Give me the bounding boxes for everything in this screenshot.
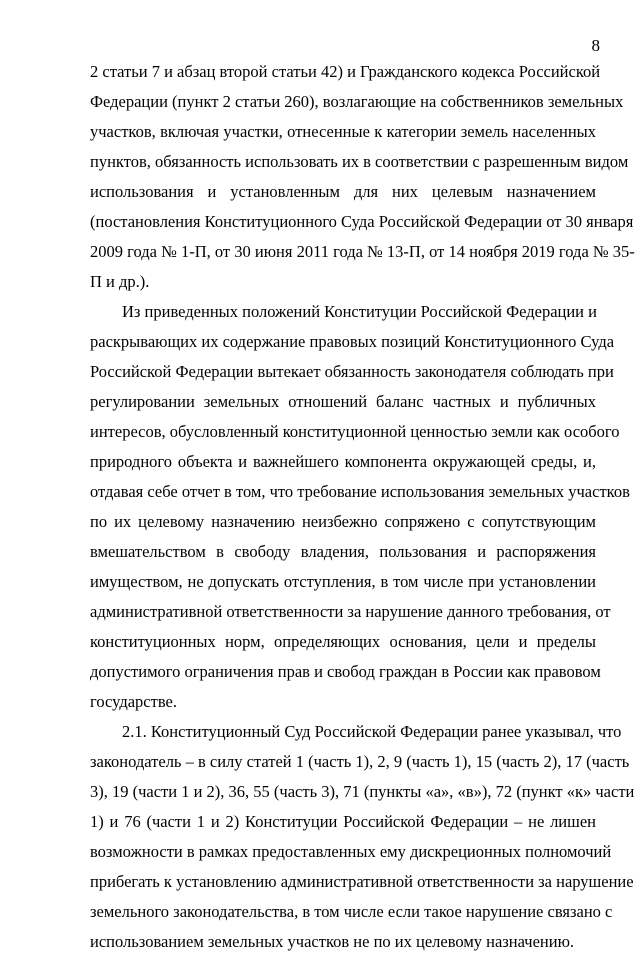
text-line: П и др.). bbox=[90, 272, 150, 291]
text-line: государстве. bbox=[90, 692, 177, 711]
paragraph bbox=[90, 297, 630, 717]
text-line: Из приведенных положений Конституции Российской Федерации и bbox=[122, 302, 597, 321]
text-line: регулировании земельных отношений баланс частных и публичных bbox=[90, 392, 596, 411]
text-line: земельного законодательства, в том числе если такое нарушение связано с bbox=[90, 902, 613, 921]
paragraph bbox=[90, 717, 635, 957]
text-line: 2 статьи 7 и абзац второй статьи 42) и Гражданского кодекса Российской bbox=[90, 62, 601, 81]
text-line: использованием земельных участков не по их целевому назначению. bbox=[90, 932, 575, 951]
text-line: 3), 19 (части 1 и 2), 36, 55 (часть 3), 71 (пункты «а», «в»), 72 (пункт «к» части bbox=[90, 782, 635, 801]
text-line: законодатель – в силу статей 1 (часть 1), 2, 9 (часть 1), 15 (часть 2), 17 (часть bbox=[90, 752, 630, 771]
text-line: конституционных норм, определяющих основания, цели и пределы bbox=[90, 632, 596, 651]
text-line: 2.1. Конституционный Суд Российской Федерации ранее указывал, что bbox=[122, 722, 622, 741]
text-line: Российской Федерации вытекает обязанность законодателя соблюдать при bbox=[90, 362, 614, 381]
text-line: участков, включая участки, отнесенные к категории земель населенных bbox=[90, 122, 596, 141]
paragraph bbox=[90, 57, 635, 297]
text-line: допустимого ограничения прав и свобод граждан в России как правовом bbox=[90, 662, 601, 681]
text-line: административной ответственности за нарушение данного требования, от bbox=[90, 602, 611, 621]
text-line: природного объекта и важнейшего компонента окружающей среды, и, bbox=[90, 452, 596, 471]
document-body bbox=[90, 57, 635, 957]
text-line: раскрывающих их содержание правовых позиций Конституционного Суда bbox=[90, 332, 615, 351]
page-number: 8 bbox=[591, 36, 600, 55]
text-line: прибегать к установлению административной ответственности за нарушение bbox=[90, 872, 634, 891]
text-line: имуществом, не допускать отступления, в том числе при установлении bbox=[90, 572, 596, 591]
text-line: Федерации (пункт 2 статьи 260), возлагающие на собственников земельных bbox=[90, 92, 624, 111]
text-line: отдавая себе отчет в том, что требование использования земельных участков bbox=[90, 482, 630, 501]
text-line: вмешательством в свободу владения, пользования и распоряжения bbox=[90, 542, 596, 561]
text-line: (постановления Конституционного Суда Российской Федерации от 30 января bbox=[90, 212, 634, 231]
text-line: интересов, обусловленный конституционной ценностью земли как особого bbox=[90, 422, 620, 441]
text-line: пунктов, обязанность использовать их в соответствии с разрешенным видом bbox=[90, 152, 629, 171]
text-line: возможности в рамках предоставленных ему дискреционных полномочий bbox=[90, 842, 612, 861]
text-line: использования и установленным для них целевым назначением bbox=[90, 182, 596, 201]
text-line: 2009 года № 1-П, от 30 июня 2011 года № 13-П, от 14 ноября 2019 года № 35- bbox=[90, 242, 635, 261]
text-line: по их целевому назначению неизбежно сопряжено с сопутствующим bbox=[90, 512, 596, 531]
text-line: 1) и 76 (части 1 и 2) Конституции Российской Федерации – не лишен bbox=[90, 812, 596, 831]
